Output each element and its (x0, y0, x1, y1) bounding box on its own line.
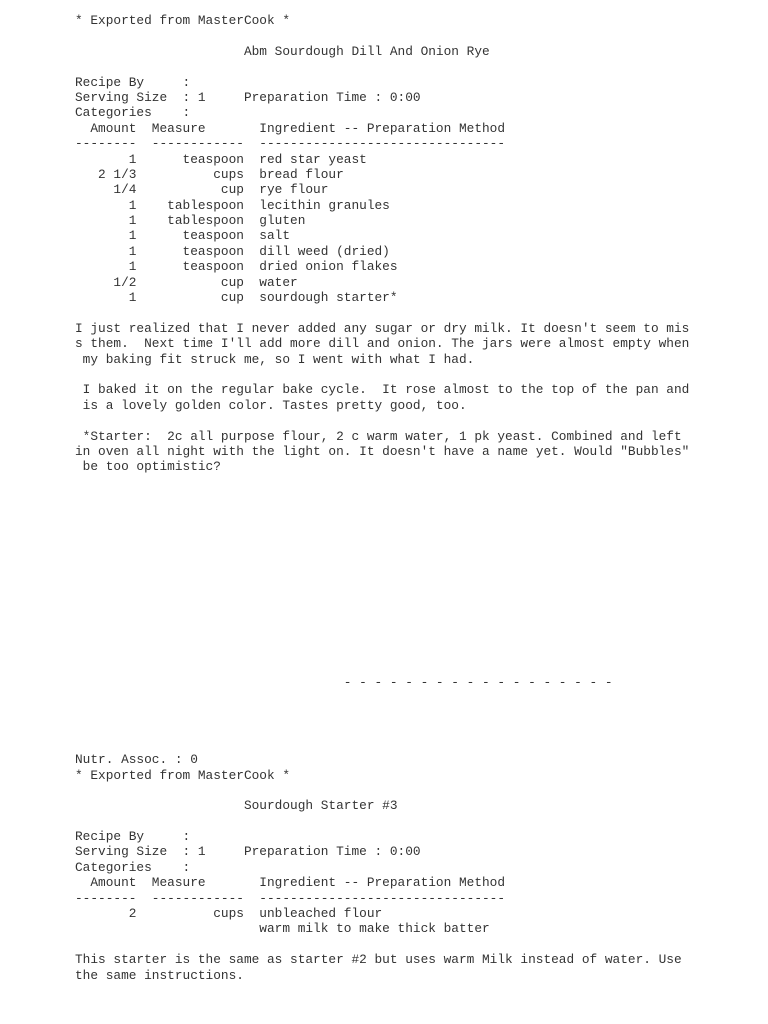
categories: Categories : (75, 105, 191, 121)
ingredient-row: 1 teaspoon salt (75, 228, 291, 244)
note-line: This starter is the same as starter #2 but uses warm Milk instead of water. Use (75, 952, 682, 968)
recipe-title: Abm Sourdough Dill And Onion Rye (75, 43, 490, 59)
nutrition-association: Nutr. Assoc. : 0 (75, 752, 198, 768)
ingredient-row: 1 cup sourdough starter* (75, 290, 398, 306)
note-line: is a lovely golden color. Tastes pretty good, too. (75, 397, 467, 413)
blank-line (75, 413, 755, 428)
page-gap (75, 690, 755, 752)
starter-note-line: in oven all night with the light on. It doesn't have a name yet. Would "Bubbles" (75, 443, 690, 459)
starter-note-line: *Starter: 2c all purpose flour, 2 c warm water, 1 pk yeast. Combined and left (75, 428, 682, 444)
note-line: my baking fit struck me, so I went with what I had. (75, 351, 475, 367)
ingredient-row: 1/4 cup rye flour (75, 182, 329, 198)
recipe-title: Sourdough Starter #3 (75, 798, 398, 814)
ingredient-row: 1 teaspoon dill weed (dried) (75, 243, 390, 259)
ingredient-row: 1 tablespoon lecithin granules (75, 197, 390, 213)
ingredient-row: 1/2 cup water (75, 274, 298, 290)
ingredient-row: 1 tablespoon gluten (75, 213, 306, 229)
export-header: * Exported from MasterCook * (75, 767, 291, 783)
ingredient-column-header: Amount Measure Ingredient -- Preparation Method (75, 120, 506, 136)
ingredient-column-header: Amount Measure Ingredient -- Preparation Method (75, 875, 506, 891)
serving-size-prep-time: Serving Size : 1 Preparation Time : 0:00 (75, 89, 421, 105)
ingredient-row: 2 cups unbleached flour (75, 906, 383, 922)
recipe-by: Recipe By : (75, 74, 191, 90)
ingredient-row: warm milk to make thick batter (75, 921, 490, 937)
blank-line (75, 783, 755, 798)
blank-line (75, 814, 755, 829)
note-line: I baked it on the regular bake cycle. It rose almost to the top of the pan and (75, 382, 690, 398)
export-header: * Exported from MasterCook * (75, 13, 291, 28)
blank-line (75, 305, 755, 320)
recipe-separator: - - - - - - - - - - - - - - - - - - (75, 674, 613, 690)
blank-line (75, 937, 755, 952)
recipe-by: Recipe By : (75, 829, 191, 845)
ingredient-column-rule: -------- ------------ -------------------------------- (75, 890, 506, 906)
categories: Categories : (75, 859, 191, 875)
ingredient-row: 2 1/3 cups bread flour (75, 166, 344, 182)
page-gap (75, 475, 755, 675)
ingredient-row: 1 teaspoon dried onion flakes (75, 259, 398, 275)
serving-size-prep-time: Serving Size : 1 Preparation Time : 0:00 (75, 844, 421, 860)
ingredient-row: 1 teaspoon red star yeast (75, 151, 367, 167)
recipe-document (75, 13, 755, 983)
starter-note-line: be too optimistic? (75, 459, 221, 475)
note-line: I just realized that I never added any sugar or dry milk. It doesn't seem to mis (75, 320, 690, 336)
ingredient-column-rule: -------- ------------ -------------------------------- (75, 136, 506, 152)
blank-line (75, 367, 755, 382)
blank-line (75, 59, 755, 74)
note-line: the same instructions. (75, 967, 244, 983)
note-line: s them. Next time I'll add more dill and onion. The jars were almost empty when (75, 336, 690, 352)
blank-line (75, 28, 755, 43)
